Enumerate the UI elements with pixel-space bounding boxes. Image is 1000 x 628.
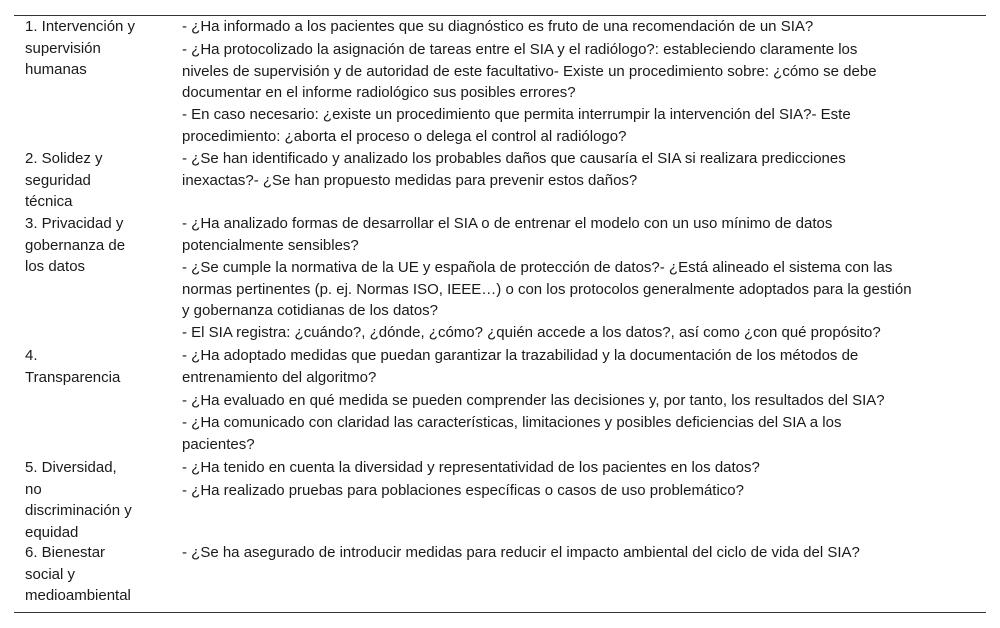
row-6-category: 6. Bienestar social y medioambiental (25, 544, 131, 604)
row-1-item-2: - ¿Ha protocolizado la asignación de tareas entre el SIA y el radiólogo?: estableciendo claramente los niveles de supervisión y de autoridad de este facultativo- Existe un procedimiento sobre: ¿cómo se debe documentar en el informe radiológico sus posibles errores? (182, 41, 877, 101)
row-5-item-1: - ¿Ha tenido en cuenta la diversidad y representatividad de los pacientes en los datos? (182, 459, 760, 476)
row-3-item-1: - ¿Ha analizado formas de desarrollar el SIA o de entrenar el modelo con un uso mínimo de datos potencialmente sensibles? (182, 215, 833, 254)
table-bottom-rule (14, 612, 986, 613)
row-6-item-1: - ¿Se ha asegurado de introducir medidas para reducir el impacto ambiental del ciclo de vida del SIA? (182, 544, 860, 561)
row-5-item-2: - ¿Ha realizado pruebas para poblaciones específicas o casos de uso problemático? (182, 482, 744, 499)
row-3-item-2: - ¿Se cumple la normativa de la UE y española de protección de datos?- ¿Está alineado el sistema con las normas pertinentes (p. ej. Normas ISO, IEEE…) o con los protocolos generalmente adoptados para la gestión y gobernanza cotidianas de los datos? (182, 259, 912, 319)
row-4-item-3: - ¿Ha comunicado con claridad las características, limitaciones y posibles deficiencias del SIA a los pacientes? (182, 414, 842, 453)
row-4-item-1: - ¿Ha adoptado medidas que puedan garantizar la trazabilidad y la documentación de los métodos de entrenamiento del algoritmo? (182, 347, 859, 386)
row-1-item-3: - En caso necesario: ¿existe un procedimiento que permita interrumpir la intervención del SIA?- Este procedimiento: ¿aborta el proceso o delega el control al radiólogo? (182, 106, 851, 145)
row-3-category: 3. Privacidad y gobernanza de los datos (25, 215, 126, 275)
row-2-item-1: - ¿Se han identificado y analizado los probables daños que causaría el SIA si realizara predicciones inexactas?- ¿Se han propuesto medidas para prevenir estos daños? (182, 150, 846, 189)
row-1-category: 1. Intervención y supervisión humanas (25, 18, 136, 78)
row-2-category: 2. Solidez y seguridad técnica (25, 150, 103, 210)
row-4-item-2: - ¿Ha evaluado en qué medida se pueden comprender las decisiones y, por tanto, los resultados del SIA? (182, 392, 885, 409)
row-1-item-1: - ¿Ha informado a los pacientes que su diagnóstico es fruto de una recomendación de un SIA? (182, 18, 814, 35)
row-5-category: 5. Diversidad, no discriminación y equidad (25, 459, 132, 541)
row-4-category: 4. Transparencia (25, 347, 121, 386)
row-3-item-3: - El SIA registra: ¿cuándo?, ¿dónde, ¿cómo? ¿quién accede a los datos?, así como ¿con qué propósito? (182, 324, 881, 341)
